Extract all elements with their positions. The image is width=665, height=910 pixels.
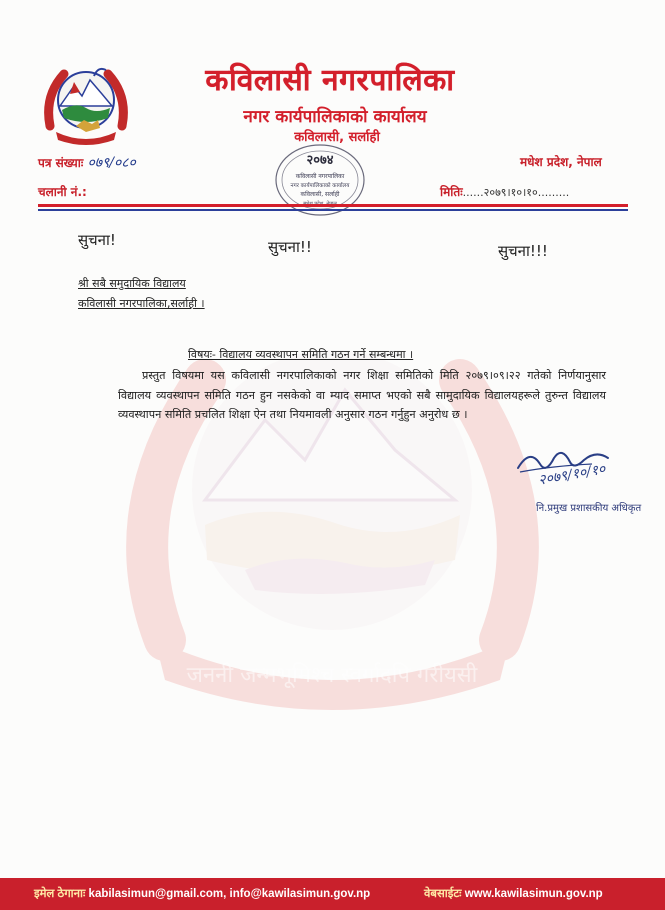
recipient-line-1: श्री सबै समुदायिक विद्यालय: [78, 277, 186, 290]
header-rule-blue: [38, 209, 628, 211]
notice-heading-3: सुचना!!!: [498, 242, 548, 260]
recipient-line-2: कविलासी नगरपालिका,सर्लाही ।: [78, 297, 205, 310]
reference-number: [38, 153, 136, 172]
nepal-emblem-logo: [36, 56, 136, 148]
letter-subject: विषयः- विद्यालय व्यवस्थापन समिति गठन गर्ने सम्बन्धमा ।: [188, 348, 414, 361]
date-value: ......२०७९।१०।१०.........: [462, 186, 570, 199]
letter-body: [118, 366, 606, 425]
office-name: नगर कार्यपालिकाको कार्यालय: [243, 107, 427, 127]
letter-body-text: प्रस्तुत विषयमा यस कविलासी नगरपालिकाको नगर शिक्षा समितिको मिति २०७९।०९।२२ गतेको निर्णयानुसार विद्यालय व्यवस्थापन समिति गठन हुन नसकेको वा म्याद समाप्त भएको सबै सामुदायिक विद्यालयहरूले तुरुन्त विद्यालय व्यवस्थापन समिति प्रचलित शिक्षा ऐन तथा नियमावली अनुसार गठन गर्नुहुन अनुरोध छ ।: [118, 369, 606, 421]
email-label: इमेल ठेगानाः: [34, 888, 86, 900]
signatory-title: नि.प्रमुख प्रशासकीय अधिकृत: [536, 503, 642, 514]
dispatch-number-label: चलानी नं.:: [38, 185, 87, 199]
reference-value: ०७९/०८०: [87, 155, 136, 171]
email-addresses: kabilasimun@gmail.com, info@kawilasimun.gov.np: [88, 888, 371, 900]
stamp-number: २०७४: [306, 153, 334, 168]
province-label: मधेश प्रदेश, नेपाल: [520, 155, 602, 169]
date-line: [440, 183, 569, 200]
municipality-name: कविलासी नगरपालिका: [205, 63, 455, 98]
watermark-motto: जननी जन्मभूमिश्च स्वर्गादपि गरीयसी: [186, 663, 478, 688]
reference-label: पत्र संख्याः: [38, 156, 84, 170]
header-rule-red: [38, 204, 628, 207]
letterhead-footer: [0, 878, 665, 910]
stamp-line: नगर कार्यपालिकाको कार्यालय: [290, 183, 350, 189]
date-label: मितिः: [440, 185, 463, 199]
municipality-address: कविलासी, सर्लाही: [294, 130, 380, 145]
footer-website: [424, 886, 603, 901]
notice-heading-1: सुचना!: [78, 231, 116, 249]
stamp-line: कविलासी, सर्लाही: [300, 191, 340, 198]
signature-date: २०७९/१०/१०: [537, 461, 607, 489]
notice-heading-2: सुचना!!: [268, 238, 312, 256]
footer-email: [34, 886, 370, 901]
website-label: वेबसाईटः: [424, 888, 462, 900]
website-url: www.kawilasimun.gov.np: [464, 888, 603, 900]
stamp-line: कविलासी नगरपालिका: [295, 173, 345, 180]
